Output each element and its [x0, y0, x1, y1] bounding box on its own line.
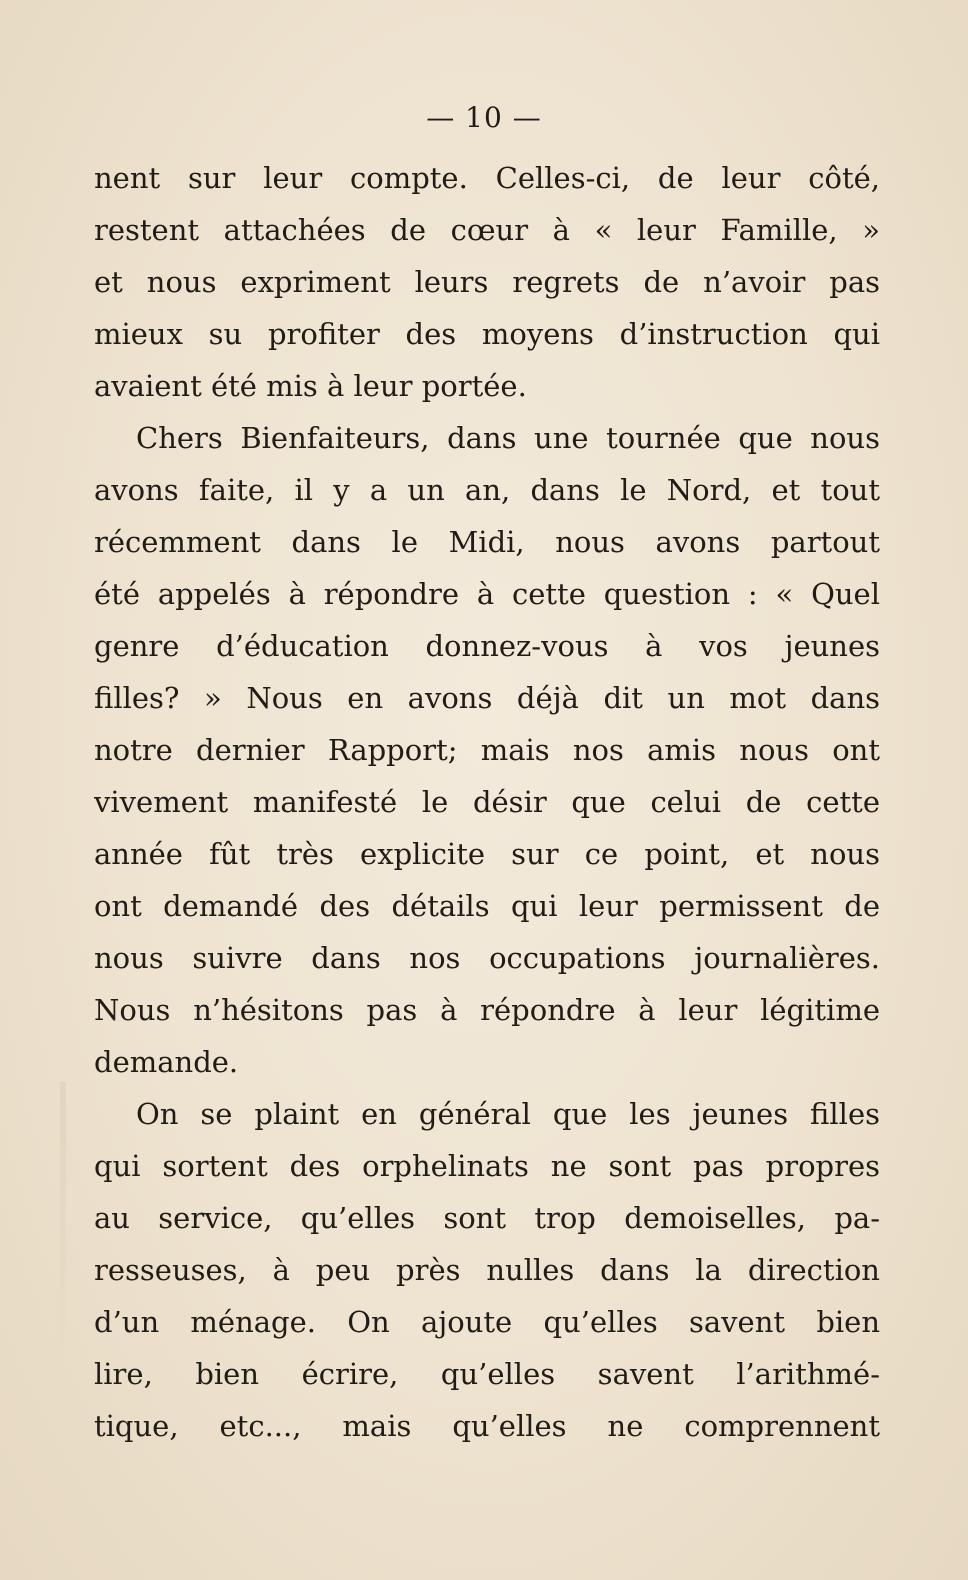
text-line: qui sortent des orphelinats ne sont pas propres: [94, 1149, 880, 1183]
text-line: tique, etc..., mais qu’elles ne comprennent: [94, 1409, 880, 1443]
text-line: genre d’éducation donnez-vous à vos jeunes: [94, 629, 880, 663]
text-line: nous suivre dans nos occupations journalières.: [94, 941, 880, 975]
text-line: mieux su profiter des moyens d’instruction qui: [94, 317, 880, 351]
text-line: récemment dans le Midi, nous avons partout: [94, 525, 880, 559]
text-line: au service, qu’elles sont trop demoiselles, pa-: [94, 1201, 880, 1235]
text-line: été appelés à répondre à cette question : « Quel: [94, 577, 880, 611]
text-line: d’un ménage. On ajoute qu’elles savent bien: [94, 1305, 880, 1339]
text-line: notre dernier Rapport; mais nos amis nous ont: [94, 733, 880, 767]
text-line: nent sur leur compte. Celles-ci, de leur côté,: [94, 161, 880, 195]
text-line: Nous n’hésitons pas à répondre à leur légitime: [94, 993, 880, 1027]
text-line: restent attachées de cœur à « leur Famille, »: [94, 213, 880, 247]
text-line: ont demandé des détails qui leur permissent de: [94, 889, 880, 923]
text-line: lire, bien écrire, qu’elles savent l’arithmé-: [94, 1357, 880, 1391]
text-line: vivement manifesté le désir que celui de cette: [94, 785, 880, 819]
text-line: Chers Bienfaiteurs, dans une tournée que nous: [136, 421, 880, 455]
text-line: On se plaint en général que les jeunes filles: [136, 1097, 880, 1131]
page-number: — 10 —: [426, 101, 542, 134]
text-line: année fût très explicite sur ce point, et nous: [94, 837, 880, 871]
text-line: demande.: [94, 1045, 239, 1079]
text-line: et nous expriment leurs regrets de n’avoir pas: [94, 265, 880, 299]
text-line: filles? » Nous en avons déjà dit un mot dans: [94, 681, 880, 715]
paper-smudge: [60, 1082, 66, 1382]
text-line: resseuses, à peu près nulles dans la direction: [94, 1253, 880, 1287]
body-text: [94, 152, 880, 1452]
text-line: avons faite, il y a un an, dans le Nord, et tout: [94, 473, 880, 507]
text-line: avaient été mis à leur portée.: [94, 369, 527, 403]
